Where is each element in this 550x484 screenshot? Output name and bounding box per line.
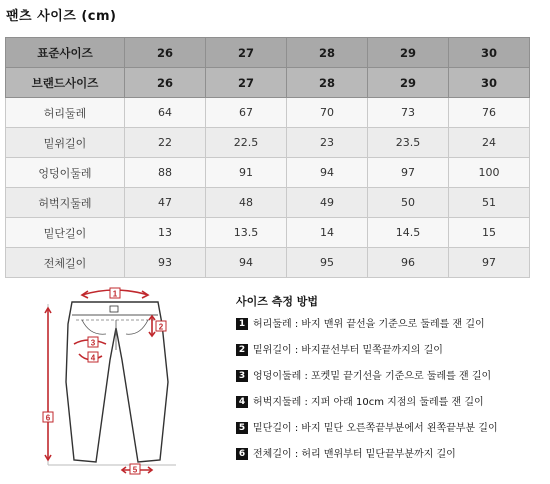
pants-diagram bbox=[26, 282, 186, 477]
marker-5 bbox=[130, 464, 140, 475]
marker-label: 5 bbox=[132, 465, 138, 475]
guide-number: 6 bbox=[236, 448, 248, 460]
table-cell: 73 bbox=[368, 98, 449, 128]
guide-text: 전체길이 : 허리 맨위부터 밑단끝부분까지 길이 bbox=[253, 449, 456, 460]
row-label: 전체길이 bbox=[6, 248, 125, 278]
table-cell: 97 bbox=[368, 158, 449, 188]
header-cell: 30 bbox=[449, 68, 530, 98]
table-header-row-brand bbox=[6, 68, 530, 98]
row-label: 허벅지둘레 bbox=[6, 188, 125, 218]
guide-text: 엉덩이둘레 : 포켓밑 끝기선을 기준으로 둘레를 잰 길이 bbox=[253, 371, 492, 382]
table-cell: 91 bbox=[206, 158, 287, 188]
marker-3 bbox=[88, 337, 98, 348]
header-cell: 26 bbox=[125, 68, 206, 98]
table-cell: 100 bbox=[449, 158, 530, 188]
header-cell: 28 bbox=[287, 38, 368, 68]
guide-text: 허벅지둘레 : 지퍼 아래 10cm 지점의 둘레를 잰 길이 bbox=[253, 397, 484, 408]
table-cell: 22 bbox=[125, 128, 206, 158]
table-cell: 48 bbox=[206, 188, 287, 218]
table-cell: 50 bbox=[368, 188, 449, 218]
guide-number: 3 bbox=[236, 370, 248, 382]
header-cell: 30 bbox=[449, 38, 530, 68]
header-cell: 표준사이즈 bbox=[6, 38, 125, 68]
table-cell: 93 bbox=[125, 248, 206, 278]
marker-label: 2 bbox=[158, 322, 164, 332]
table-row bbox=[6, 248, 530, 278]
row-label: 밑위길이 bbox=[6, 128, 125, 158]
table-cell: 94 bbox=[287, 158, 368, 188]
marker-label: 3 bbox=[90, 338, 96, 348]
marker-label: 1 bbox=[112, 289, 118, 299]
guide-number: 1 bbox=[236, 318, 248, 330]
table-cell: 13 bbox=[125, 218, 206, 248]
guide-item bbox=[236, 396, 498, 422]
header-cell: 브랜드사이즈 bbox=[6, 68, 125, 98]
guide-text: 밑단길이 : 바지 밑단 오른쪽끝부분에서 왼쪽끝부분 길이 bbox=[253, 423, 498, 434]
table-cell: 64 bbox=[125, 98, 206, 128]
marker-1 bbox=[110, 288, 120, 299]
marker-label: 4 bbox=[90, 353, 96, 363]
marker-6 bbox=[43, 412, 53, 423]
table-row bbox=[6, 158, 530, 188]
table-cell: 76 bbox=[449, 98, 530, 128]
guide-item bbox=[236, 422, 498, 448]
table-row bbox=[6, 98, 530, 128]
table-cell: 67 bbox=[206, 98, 287, 128]
table-row bbox=[6, 188, 530, 218]
header-cell: 27 bbox=[206, 68, 287, 98]
table-cell: 70 bbox=[287, 98, 368, 128]
marker-4 bbox=[88, 352, 98, 363]
table-cell: 88 bbox=[125, 158, 206, 188]
guide-number: 2 bbox=[236, 344, 248, 356]
table-cell: 15 bbox=[449, 218, 530, 248]
table-cell: 94 bbox=[206, 248, 287, 278]
guide-text: 밑위길이 : 바지끝선부터 밑쪽끝까지의 길이 bbox=[253, 345, 443, 356]
header-cell: 29 bbox=[368, 38, 449, 68]
table-cell: 24 bbox=[449, 128, 530, 158]
header-cell: 28 bbox=[287, 68, 368, 98]
table-cell: 49 bbox=[287, 188, 368, 218]
table-cell: 47 bbox=[125, 188, 206, 218]
row-label: 엉덩이둘레 bbox=[6, 158, 125, 188]
table-cell: 51 bbox=[449, 188, 530, 218]
measurement-guide-list bbox=[236, 318, 498, 474]
header-cell: 26 bbox=[125, 38, 206, 68]
waist-button bbox=[110, 306, 118, 312]
guide-text: 허리둘레 : 바지 맨위 끝선을 기준으로 둘레를 잰 길이 bbox=[253, 319, 485, 330]
guide-item bbox=[236, 370, 498, 396]
guide-number: 4 bbox=[236, 396, 248, 408]
table-cell: 97 bbox=[449, 248, 530, 278]
table-cell: 23 bbox=[287, 128, 368, 158]
guide-item bbox=[236, 448, 498, 474]
table-row bbox=[6, 218, 530, 248]
guide-item bbox=[236, 344, 498, 370]
table-cell: 14.5 bbox=[368, 218, 449, 248]
marker-label: 6 bbox=[45, 413, 51, 423]
table-cell: 23.5 bbox=[368, 128, 449, 158]
measurement-guide-title: 사이즈 측정 방법 bbox=[236, 295, 319, 308]
marker-2 bbox=[156, 321, 166, 332]
size-table bbox=[5, 37, 530, 278]
table-cell: 13.5 bbox=[206, 218, 287, 248]
table-row bbox=[6, 128, 530, 158]
page-title: 팬츠 사이즈 (cm) bbox=[6, 9, 117, 24]
guide-item bbox=[236, 318, 498, 344]
table-header-row bbox=[6, 38, 530, 68]
header-cell: 27 bbox=[206, 38, 287, 68]
table-cell: 96 bbox=[368, 248, 449, 278]
header-cell: 29 bbox=[368, 68, 449, 98]
guide-number: 5 bbox=[236, 422, 248, 434]
table-cell: 22.5 bbox=[206, 128, 287, 158]
row-label: 허리둘레 bbox=[6, 98, 125, 128]
table-cell: 14 bbox=[287, 218, 368, 248]
table-cell: 95 bbox=[287, 248, 368, 278]
row-label: 밑단길이 bbox=[6, 218, 125, 248]
